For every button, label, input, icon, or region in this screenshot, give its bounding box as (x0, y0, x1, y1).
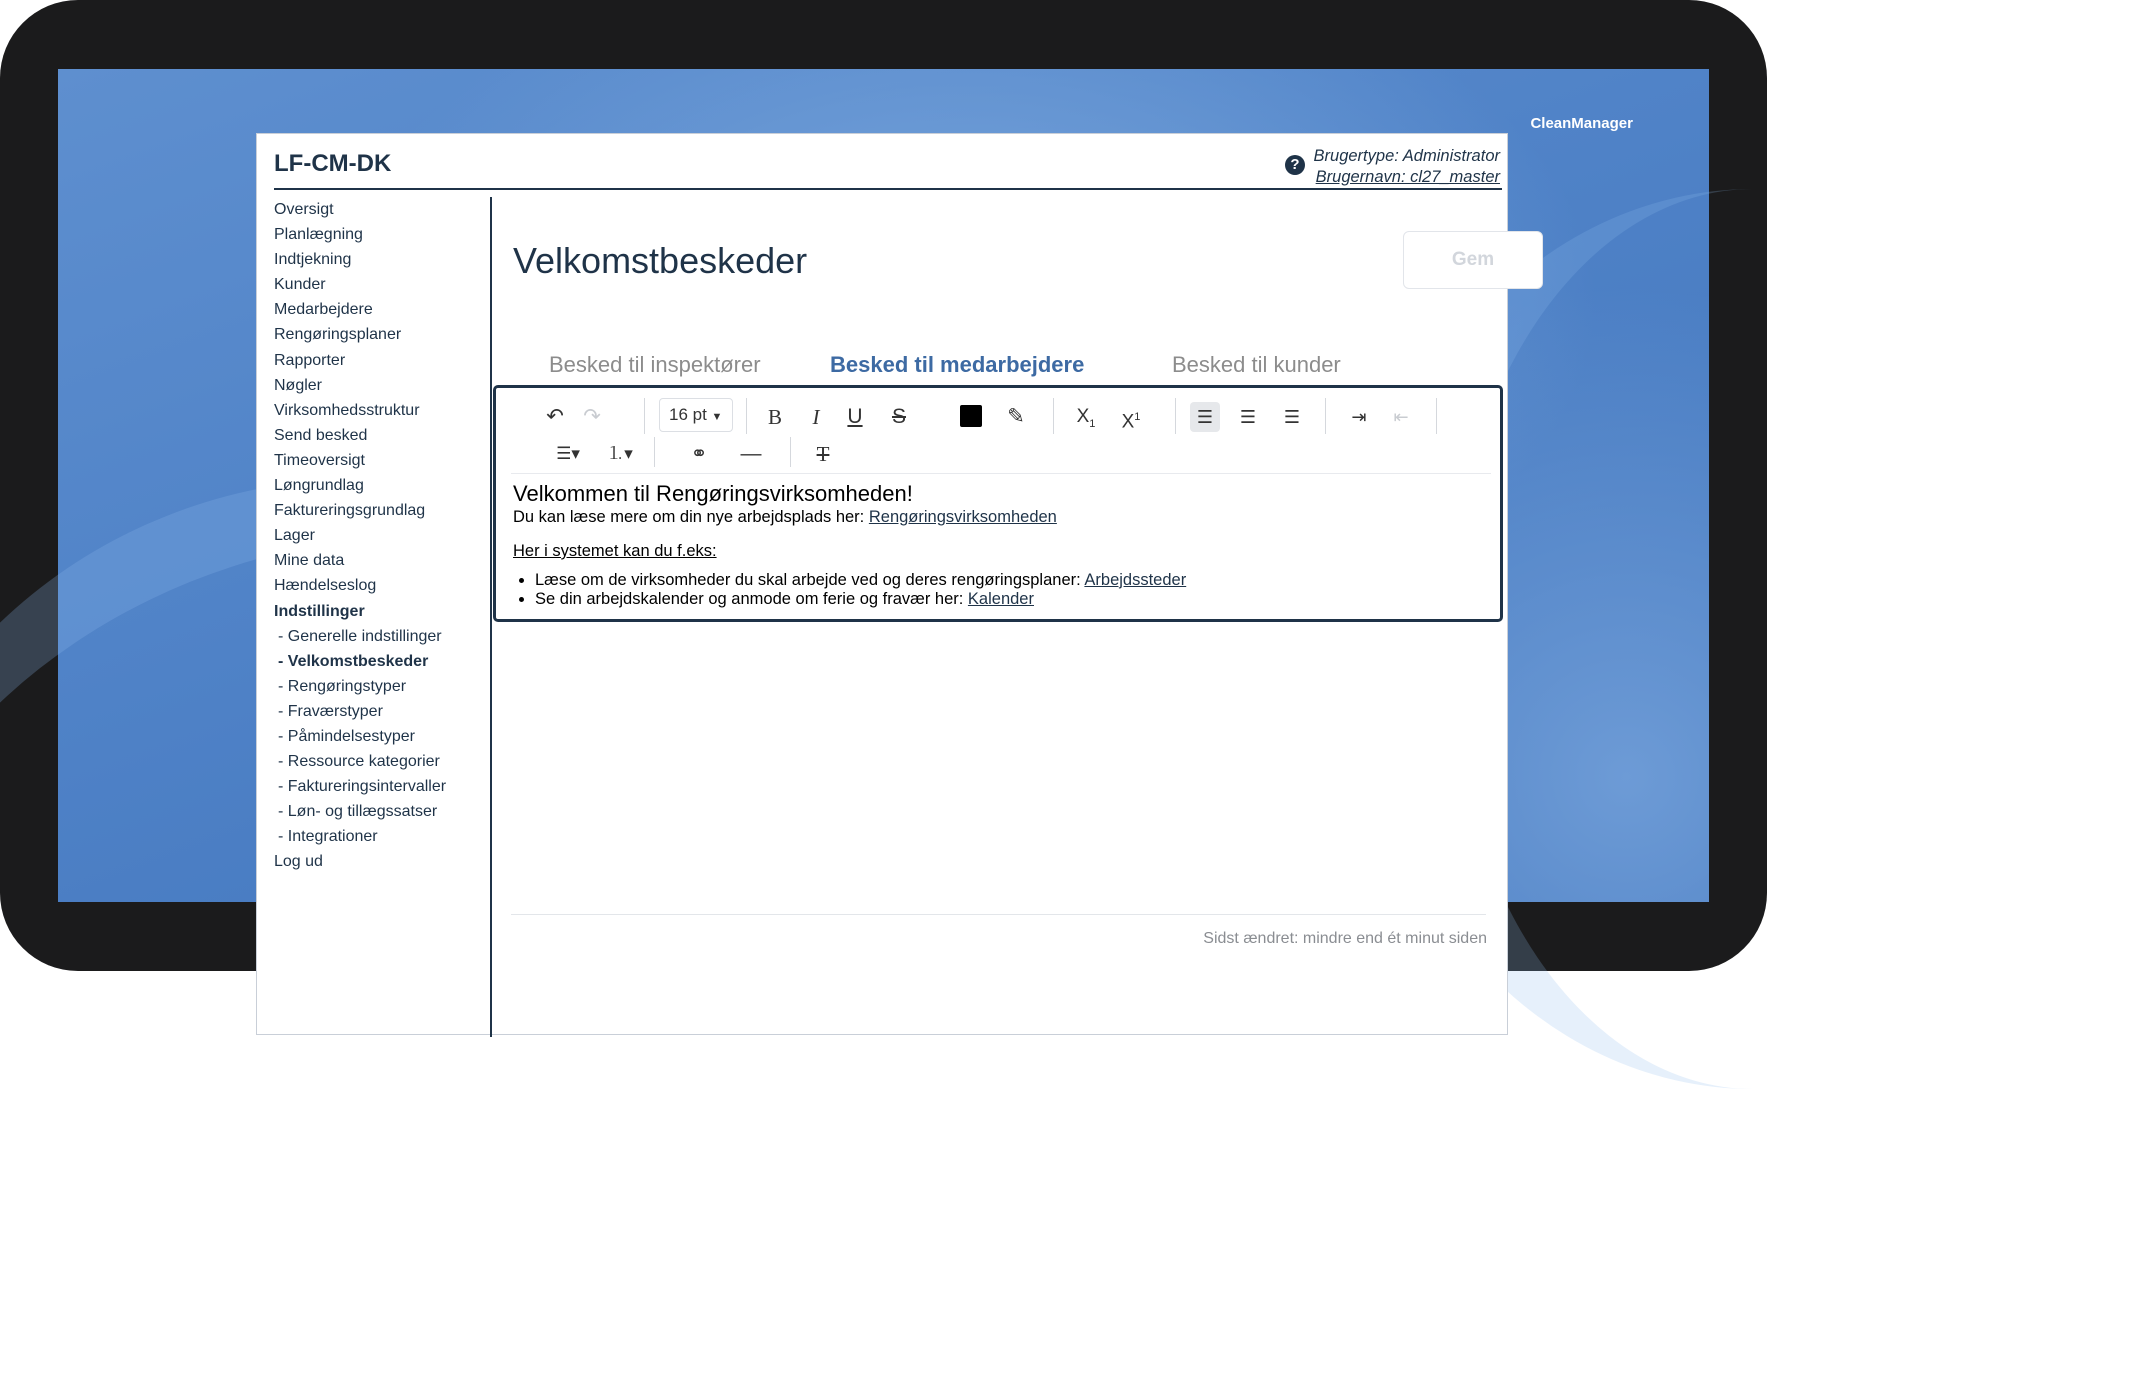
sidebar-subitem-velkomstbeskeder[interactable]: - Velkomstbeskeder (278, 652, 429, 670)
sidebar (274, 197, 474, 875)
page-title: Velkomstbeskeder (513, 240, 808, 281)
sidebar-item-faktureringsgrundlag[interactable]: Faktureringsgrundlag (274, 502, 426, 520)
toolbar-separator (1325, 398, 1326, 434)
sidebar-item-planlaegning[interactable]: Planlægning (274, 226, 363, 244)
redo-icon[interactable]: ↷ (583, 405, 601, 428)
user-info (1314, 146, 1500, 188)
toolbar-separator (1053, 398, 1054, 434)
sidebar-item-oversigt[interactable]: Oversigt (274, 201, 334, 218)
message-heading: Velkommen til Rengøringsvirksomheden! (513, 481, 913, 506)
message-section-heading: Her i systemet kan du f.eks: (513, 542, 717, 560)
app-window (256, 133, 1508, 1035)
toolbar-separator (644, 398, 645, 434)
italic-icon[interactable]: I (812, 405, 820, 429)
sidebar-subitem-generelle-indstillinger[interactable]: - Generelle indstillinger (278, 627, 442, 645)
sidebar-item-rengoringsplaner[interactable]: Rengøringsplaner (274, 326, 402, 344)
sidebar-subitem-fravaerstyper[interactable]: - Fraværstyper (278, 702, 383, 720)
clear-formatting-icon[interactable]: T (816, 442, 830, 466)
sidebar-divider (490, 197, 492, 1037)
superscript-icon[interactable]: $X^1$ (1121, 411, 1141, 433)
toolbar-separator (1175, 398, 1176, 434)
sidebar-item-nogler[interactable]: Nøgler (274, 376, 323, 394)
last-changed-status: Sidst ændret: mindre end ét minut siden (1203, 930, 1487, 947)
message-bullet-list (513, 571, 1483, 609)
sidebar-item-indtjekning[interactable]: Indtjekning (274, 251, 352, 269)
toolbar-separator (790, 437, 791, 467)
strikethrough-icon[interactable]: S (891, 405, 906, 428)
editor-content[interactable] (513, 481, 1483, 609)
horizontal-rule-icon[interactable]: — (740, 442, 762, 465)
tab-medarbejdere[interactable]: Besked til medarbejdere (830, 352, 1085, 377)
toolbar-separator (1436, 398, 1437, 434)
subscript-icon[interactable]: $X_1$ (1076, 406, 1096, 430)
bullet-list-icon[interactable]: ☰▾ (556, 444, 580, 463)
message-intro-text: Du kan læse mere om din nye arbejdsplads her: (513, 508, 869, 526)
sidebar-item-virksomhedsstruktur[interactable]: Virksomhedsstruktur (274, 401, 420, 419)
sidebar-item-kunder[interactable]: Kunder (274, 276, 326, 294)
tab-inspektorer[interactable]: Besked til inspektører (549, 352, 761, 377)
numbered-list-icon[interactable]: ⒈▾ (607, 444, 633, 463)
sidebar-subitem-lon-og-tillaegssatser[interactable]: - Løn- og tillægssatser (278, 803, 438, 821)
list-item (535, 571, 1483, 590)
font-size-select[interactable] (659, 398, 733, 432)
sidebar-item-mine-data[interactable]: Mine data (274, 552, 345, 570)
sidebar-item-haendelseslog[interactable]: Hændelseslog (274, 577, 377, 595)
align-right-icon[interactable]: ☰ (1283, 407, 1301, 427)
sidebar-item-timeoversigt[interactable]: Timeoversigt (274, 451, 365, 469)
sidebar-item-indstillinger[interactable]: Indstillinger (274, 602, 365, 620)
rengoringsvirksomheden-link[interactable]: Rengøringsvirksomheden (868, 508, 1057, 526)
footer-divider (511, 914, 1486, 915)
message-intro (513, 507, 1483, 527)
list-item-text: Se din arbejdskalender og anmode om ferie og fravær her: (535, 590, 968, 608)
link-icon[interactable]: ⚭ (690, 443, 708, 465)
sidebar-subitem-rengoringstyper[interactable]: - Rengøringstyper (278, 677, 407, 695)
editor-toolbar-divider (511, 473, 1491, 474)
bold-icon[interactable]: B (767, 405, 782, 429)
undo-icon[interactable]: ↶ (546, 405, 564, 428)
sidebar-item-send-besked[interactable]: Send besked (274, 426, 368, 444)
company-name: LF-CM-DK (274, 150, 392, 177)
outdent-icon[interactable]: ⇤ (1393, 407, 1409, 427)
sidebar-item-log-ud[interactable]: Log ud (274, 853, 323, 871)
help-icon[interactable]: ? (1285, 155, 1305, 175)
brand-label: CleanManager (1530, 115, 1633, 132)
highlight-icon[interactable]: ✎ (1007, 405, 1025, 428)
app-header (274, 134, 1502, 190)
sidebar-item-lager[interactable]: Lager (274, 527, 315, 545)
kalender-link[interactable]: Kalender (967, 590, 1034, 608)
screen (58, 69, 1709, 947)
user-name: Brugernavn: cl27_master (1315, 168, 1500, 186)
font-size-value: 16 pt (669, 405, 707, 424)
sidebar-subitem-pamindelsestyper[interactable]: - Påmindelsestyper (278, 727, 415, 745)
rich-text-editor[interactable] (493, 385, 1503, 622)
tab-kunder[interactable]: Besked til kunder (1172, 352, 1341, 377)
list-item-text: Læse om de virksomheder du skal arbejde ved og deres rengøringsplaner: (535, 571, 1085, 589)
indent-icon[interactable]: ⇥ (1351, 407, 1367, 427)
sidebar-item-longrundlag[interactable]: Løngrundlag (274, 477, 364, 495)
chevron-down-icon: ▼ (711, 411, 723, 423)
align-left-icon[interactable]: ☰ (1196, 407, 1214, 427)
sidebar-subitem-faktureringsintervaller[interactable]: - Faktureringsintervaller (278, 778, 447, 796)
align-center-icon[interactable]: ☰ (1239, 407, 1257, 427)
sidebar-subitem-ressource-kategorier[interactable]: - Ressource kategorier (278, 753, 440, 771)
text-color-icon[interactable] (960, 405, 982, 427)
save-button[interactable]: Gem (1403, 231, 1543, 289)
arbejdssteder-link[interactable]: Arbejdssteder (1084, 571, 1187, 589)
list-item (535, 590, 1483, 609)
user-type: Brugertype: Administrator (1313, 147, 1500, 165)
sidebar-item-medarbejdere[interactable]: Medarbejdere (274, 301, 373, 319)
sidebar-subitem-integrationer[interactable]: - Integrationer (278, 828, 378, 846)
underline-icon[interactable]: U (847, 405, 863, 428)
toolbar-separator (654, 437, 655, 467)
sidebar-item-rapporter[interactable]: Rapporter (274, 351, 346, 369)
toolbar-separator (746, 398, 747, 434)
